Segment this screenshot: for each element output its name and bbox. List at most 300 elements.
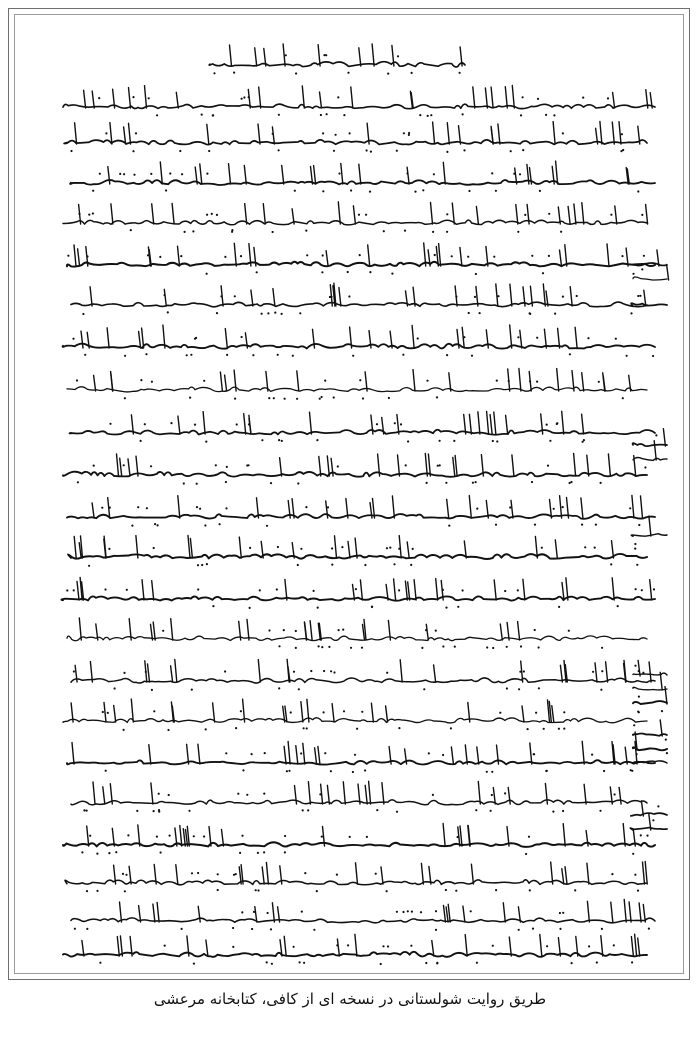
diacritic-dot [124, 397, 126, 399]
diacritic-dot [336, 874, 338, 876]
diacritic-dot [509, 506, 511, 508]
diacritic-dot [522, 96, 524, 98]
diacritic-dot [153, 810, 155, 812]
diacritic-dot [620, 150, 622, 152]
diacritic-dot [179, 150, 181, 152]
letter-stroke [607, 244, 609, 266]
diacritic-dot [387, 73, 389, 75]
letter-stroke [565, 867, 567, 884]
diacritic-dot [369, 191, 371, 193]
letter-stroke [448, 904, 450, 922]
diacritic-dot [495, 889, 497, 891]
letter-stroke [405, 581, 407, 600]
diacritic-dot [495, 190, 497, 192]
letter-stroke [530, 743, 532, 764]
diacritic-dot [542, 272, 544, 274]
letter-stroke [178, 246, 180, 266]
letter-stroke [638, 938, 640, 956]
diacritic-dot [397, 55, 399, 57]
diacritic-dot [278, 149, 280, 151]
letter-stroke [641, 496, 643, 518]
diacritic-dot [212, 114, 214, 116]
diacritic-dot [170, 422, 172, 424]
letter-stroke [560, 665, 562, 682]
letter-stroke [410, 91, 412, 108]
diacritic-dot [338, 629, 340, 631]
diacritic-dot [307, 809, 309, 811]
diacritic-dot [396, 811, 398, 813]
diacritic-dot [306, 727, 308, 729]
diacritic-dot [196, 506, 198, 508]
diacritic-dot [386, 547, 388, 549]
letter-stroke [649, 662, 651, 682]
diacritic-dot [297, 482, 299, 484]
diacritic-dot [217, 889, 219, 891]
diacritic-dot [528, 836, 530, 838]
diacritic-dot [430, 114, 432, 116]
diacritic-dot [313, 590, 315, 592]
margin-note [633, 277, 667, 280]
diacritic-dot [169, 835, 171, 837]
letter-stroke [207, 124, 209, 144]
diacritic-dot [529, 380, 531, 382]
diacritic-dot [376, 809, 378, 811]
letter-stroke [485, 88, 487, 108]
letter-stroke [447, 499, 449, 518]
letter-stroke [74, 537, 76, 559]
diacritic-dot [266, 961, 268, 963]
letter-stroke [145, 86, 147, 108]
diacritic-dot [354, 754, 356, 756]
diacritic-dot [130, 229, 132, 231]
letter-stroke [157, 902, 159, 922]
diacritic-dot [157, 524, 159, 526]
diacritic-dot [630, 312, 632, 314]
diacritic-dot [225, 752, 227, 754]
diacritic-dot [388, 397, 390, 399]
diacritic-dot [581, 524, 583, 526]
letter-stroke [308, 782, 310, 804]
diacritic-dot [135, 132, 137, 134]
diacritic-dot [278, 114, 280, 116]
letter-stroke [663, 429, 665, 446]
diacritic-dot [226, 354, 228, 356]
diacritic-dot [361, 647, 363, 649]
diacritic-dot [293, 946, 295, 948]
diacritic-dot [78, 213, 80, 215]
diacritic-dot [396, 911, 398, 913]
letter-stroke [114, 705, 116, 722]
image-frame-outer [8, 8, 690, 980]
letter-stroke [180, 826, 182, 846]
letter-stroke [301, 702, 303, 722]
letter-stroke [128, 459, 130, 476]
diacritic-dot [558, 606, 560, 608]
diacritic-dot [393, 563, 395, 565]
letter-stroke [213, 703, 215, 722]
letter-stroke [255, 48, 257, 66]
diacritic-dot [519, 671, 521, 673]
diacritic-dot [114, 687, 116, 689]
diacritic-dot [102, 711, 104, 713]
diacritic-dot [301, 911, 303, 913]
manuscript-line [61, 596, 655, 600]
diacritic-dot [131, 525, 133, 527]
diacritic-dot [405, 464, 407, 466]
letter-stroke [397, 415, 399, 434]
letter-stroke [412, 326, 414, 349]
diacritic-dot [601, 647, 603, 649]
diacritic-dot [423, 688, 425, 690]
diacritic-dot [553, 114, 555, 116]
diacritic-dot [76, 379, 78, 381]
diacritic-dot [476, 508, 478, 510]
diacritic-dot [486, 771, 488, 773]
letter-stroke [487, 412, 489, 435]
diacritic-dot [600, 482, 602, 484]
diacritic-dot [445, 607, 447, 609]
diacritic-dot [569, 482, 571, 484]
letter-stroke [75, 123, 77, 144]
diacritic-dot [398, 548, 400, 550]
margin-note [633, 701, 667, 704]
letter-stroke [108, 167, 110, 184]
diacritic-dot [471, 355, 473, 357]
letter-stroke [560, 250, 562, 266]
diacritic-dot [140, 440, 142, 442]
diacritic-dot [411, 911, 413, 913]
letter-stroke [295, 786, 297, 804]
manuscript-line [67, 636, 647, 641]
diacritic-dot [644, 466, 646, 468]
diacritic-dot [411, 72, 413, 74]
diacritic-dot [199, 508, 201, 510]
diacritic-dot [517, 336, 519, 338]
letter-stroke [644, 290, 646, 306]
diacritic-dot [472, 482, 474, 484]
diacritic-dot [463, 149, 465, 151]
diacritic-dot [439, 464, 441, 466]
margin-note [631, 534, 667, 537]
diacritic-dot [132, 150, 134, 152]
diacritic-dot [562, 810, 564, 812]
letter-stroke [611, 902, 613, 922]
diacritic-dot [299, 961, 301, 963]
letter-stroke [473, 87, 475, 108]
letter-stroke [511, 500, 513, 518]
diacritic-dot [636, 564, 638, 566]
diacritic-dot [495, 524, 497, 526]
diacritic-dot [637, 190, 639, 192]
letter-stroke [407, 167, 409, 184]
letter-stroke [129, 866, 131, 884]
letter-stroke [426, 624, 428, 640]
diacritic-dot [145, 353, 147, 355]
diacritic-dot [215, 464, 217, 466]
letter-stroke [74, 245, 76, 266]
diacritic-dot [77, 481, 79, 483]
letter-stroke [326, 501, 328, 518]
letter-stroke [643, 905, 645, 923]
diacritic-dot [154, 523, 156, 525]
diacritic-dot [319, 398, 321, 400]
letter-stroke [433, 122, 435, 144]
diacritic-dot [506, 687, 508, 689]
diacritic-dot [263, 793, 265, 795]
diacritic-dot [272, 133, 274, 135]
letter-stroke [160, 162, 162, 184]
letter-stroke [667, 264, 669, 280]
diacritic-dot [266, 525, 268, 527]
diacritic-dot [582, 441, 584, 443]
letter-stroke [465, 745, 467, 764]
diacritic-dot [389, 547, 391, 549]
letter-stroke [649, 516, 651, 536]
diacritic-dot [496, 440, 498, 442]
letter-stroke [318, 45, 320, 66]
diacritic-dot [167, 729, 169, 731]
letter-stroke [632, 495, 634, 518]
letter-stroke [183, 829, 185, 846]
diacritic-dot [493, 256, 495, 258]
diacritic-dot [595, 524, 597, 526]
diacritic-dot [263, 851, 265, 853]
diacritic-dot [137, 506, 139, 508]
margin-note [630, 828, 667, 830]
diacritic-dot [197, 588, 199, 590]
diacritic-dot [299, 312, 301, 314]
letter-stroke [129, 88, 131, 108]
letter-stroke [615, 206, 617, 224]
letter-stroke [563, 824, 565, 846]
diacritic-dot [321, 396, 323, 398]
diacritic-dot [132, 96, 134, 98]
letter-stroke [619, 122, 621, 144]
diacritic-dot [420, 911, 422, 913]
diacritic-dot [153, 710, 155, 712]
diacritic-dot [518, 929, 520, 931]
diacritic-dot [93, 465, 95, 467]
diacritic-dot [338, 172, 340, 174]
letter-stroke [660, 720, 662, 736]
diacritic-dot [208, 150, 210, 152]
letter-stroke [568, 206, 570, 224]
letter-stroke [551, 862, 553, 884]
diacritic-dot [246, 794, 248, 796]
diacritic-dot [554, 313, 556, 315]
diacritic-dot [188, 810, 190, 812]
diacritic-dot [343, 114, 345, 116]
letter-stroke [90, 287, 92, 306]
letter-stroke [117, 937, 119, 956]
diacritic-dot [267, 912, 269, 914]
letter-stroke [565, 245, 567, 266]
diacritic-dot [206, 214, 208, 216]
diacritic-dot [86, 810, 88, 812]
diacritic-dot [621, 133, 623, 135]
diacritic-dot [276, 588, 278, 590]
letter-stroke [263, 204, 265, 224]
diacritic-dot [629, 507, 631, 509]
diacritic-dot [347, 944, 349, 946]
letter-stroke [562, 411, 564, 434]
diacritic-dot [655, 434, 657, 436]
diacritic-dot [147, 254, 149, 256]
diacritic-dot [123, 464, 125, 466]
diacritic-dot [631, 770, 633, 772]
diacritic-dot [337, 96, 339, 98]
diacritic-dot [156, 836, 158, 838]
diacritic-dot [402, 354, 404, 356]
diacritic-dot [634, 543, 636, 545]
diacritic-dot [621, 255, 623, 257]
diacritic-dot [366, 836, 368, 838]
diacritic-dot [285, 54, 287, 56]
diacritic-dot [520, 114, 522, 116]
diacritic-dot [235, 873, 237, 875]
diacritic-dot [522, 149, 524, 151]
diacritic-dot [475, 809, 477, 811]
diacritic-dot [643, 255, 645, 257]
diacritic-dot [563, 711, 565, 713]
letter-stroke [606, 662, 608, 682]
letter-stroke [198, 906, 200, 922]
letter-stroke [176, 92, 178, 108]
diacritic-dot [211, 213, 213, 215]
diacritic-dot [293, 671, 295, 673]
diacritic-dot [434, 254, 436, 256]
diacritic-dot [122, 873, 124, 875]
diacritic-dot [342, 629, 344, 631]
letter-stroke [104, 539, 106, 558]
letter-stroke [139, 906, 141, 922]
letter-stroke [510, 325, 512, 348]
diacritic-dot [148, 97, 150, 99]
diacritic-dot [216, 312, 218, 314]
diacritic-dot [323, 711, 325, 713]
diacritic-dot [366, 149, 368, 151]
diacritic-dot [150, 465, 152, 467]
diacritic-dot [329, 296, 331, 298]
letter-stroke [544, 329, 546, 348]
diacritic-dot [326, 113, 328, 115]
diacritic-dot [183, 482, 185, 484]
letter-stroke [643, 862, 645, 884]
letter-stroke [444, 906, 446, 923]
diacritic-dot [603, 770, 605, 772]
diacritic-dot [486, 646, 488, 648]
letter-stroke [92, 91, 94, 108]
diacritic-dot [304, 872, 306, 874]
diacritic-dot [89, 835, 91, 837]
diacritic-dot [333, 671, 335, 673]
diacritic-dot [286, 770, 288, 772]
diacritic-dot [534, 524, 536, 526]
diacritic-dot [320, 114, 322, 116]
diacritic-dot [251, 753, 253, 755]
letter-stroke [348, 541, 350, 558]
letter-stroke [512, 455, 514, 476]
diacritic-dot [92, 190, 94, 192]
letter-stroke [639, 903, 641, 922]
letter-stroke [368, 245, 370, 266]
diacritic-dot [546, 770, 548, 772]
diacritic-dot [194, 338, 196, 340]
diacritic-dot [459, 72, 461, 74]
diacritic-dot [403, 132, 405, 134]
letter-stroke [244, 165, 246, 184]
diacritic-dot [410, 564, 412, 566]
letter-stroke [408, 582, 410, 600]
letter-stroke [266, 862, 268, 884]
letter-stroke [629, 902, 631, 922]
diacritic-dot [212, 605, 214, 607]
diacritic-dot [225, 481, 227, 483]
letter-stroke [273, 289, 275, 306]
diacritic-dot [634, 548, 636, 550]
diacritic-dot [352, 355, 354, 357]
diacritic-dot [519, 173, 521, 175]
diacritic-dot [614, 793, 616, 795]
diacritic-dot [281, 313, 283, 315]
diacritic-dot [387, 945, 389, 947]
letter-stroke [234, 243, 236, 266]
diacritic-dot [596, 961, 598, 963]
diacritic-dot [109, 423, 111, 425]
diacritic-dot [284, 398, 286, 400]
letter-stroke [469, 496, 471, 518]
letter-stroke [209, 827, 211, 846]
diacritic-dot [634, 874, 636, 876]
letter-stroke [369, 781, 371, 804]
diacritic-dot [253, 911, 255, 913]
diacritic-dot [203, 380, 205, 382]
diacritic-dot [126, 589, 128, 591]
diacritic-dot [197, 872, 199, 874]
diacritic-dot [548, 213, 550, 215]
diacritic-dot [598, 381, 600, 383]
diacritic-dot [433, 173, 435, 175]
diacritic-dot [364, 769, 366, 771]
diacritic-dot [343, 710, 345, 712]
diacritic-dot [535, 712, 537, 714]
diacritic-dot [267, 312, 269, 314]
diacritic-dot [241, 835, 243, 837]
diacritic-dot [499, 712, 501, 714]
letter-stroke [439, 244, 441, 266]
diacritic-dot [546, 424, 548, 426]
diacritic-dot [159, 256, 161, 258]
diacritic-dot [184, 231, 186, 233]
diacritic-dot [331, 564, 333, 566]
diacritic-dot [610, 563, 612, 565]
diacritic-dot [470, 910, 472, 912]
diacritic-dot [331, 547, 333, 549]
diacritic-dot [298, 688, 300, 690]
diacritic-dot [109, 507, 111, 509]
diacritic-dot [318, 645, 320, 647]
diacritic-dot [432, 794, 434, 796]
diacritic-dot [359, 254, 361, 256]
diacritic-dot [164, 294, 166, 296]
letter-stroke [139, 331, 141, 348]
diacritic-dot [631, 961, 633, 963]
letter-stroke [262, 867, 264, 884]
diacritic-dot [300, 548, 302, 550]
diacritic-dot [151, 689, 153, 691]
diacritic-dot [587, 337, 589, 339]
diacritic-dot [341, 546, 343, 548]
